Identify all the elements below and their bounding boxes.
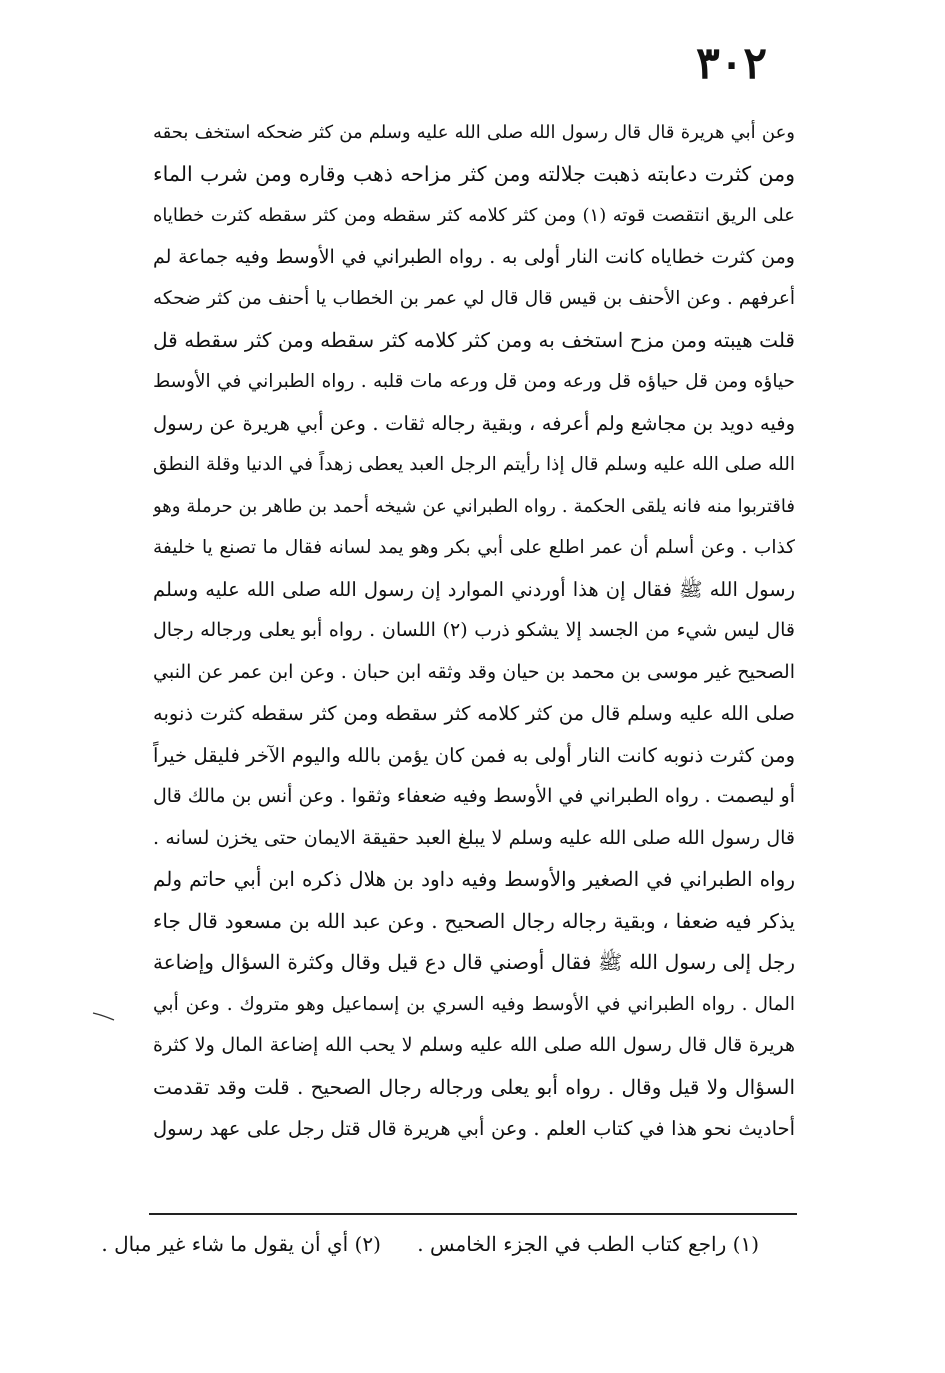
text-line: قلت هيبته ومن مزح استخف به ومن كثر كلامه كثر سقطه ومن كثر سقطه قل (153, 327, 795, 352)
margin-pen-mark (92, 1011, 116, 1021)
page-number: ٣٠٢ (696, 38, 767, 89)
body-text (153, 112, 795, 1150)
text-line: قال رسول الله صلى الله عليه وسلم لا يبلغ العبد حقيقة الايمان حتى يخزن لسانه . (153, 826, 795, 849)
text-line: قال ليس شيء من الجسد إلا يشكو ذرب (٢) اللسان . رواه أبو يعلى ورجاله رجال (153, 619, 795, 641)
text-line: حياؤه ومن قل حياؤه قل ورعه ومن قل ورعه مات قلبه . رواه الطبراني في الأوسط (153, 371, 795, 392)
footnote-divider (149, 1213, 797, 1215)
text-line: أعرفهم . وعن الأحنف بن قيس قال قال لي عمر بن الخطاب يا أحنف من كثر ضحكه (153, 288, 795, 309)
text-line: أحاديث نحو هذا في كتاب العلم . وعن أبي هريرة قال قتل رجل على عهد رسول (153, 1117, 795, 1140)
text-line: كذاب . وعن أسلم أن عمر اطلع على أبي بكر وهو يمد لسانه فقال ما تصنع يا خليفة (153, 537, 795, 558)
text-line: ومن كثرت خطاياه كانت النار أولى به . رواه الطبراني في الأوسط وفيه جماعة لم (153, 245, 795, 268)
text-line: الله صلى الله عليه وسلم قال إذا رأيتم الرجل العبد يعطى زهداً في الدنيا وقلة النطق (153, 454, 795, 475)
footnotes (101, 1226, 759, 1262)
text-line: صلى الله عليه وسلم قال من كثر كلامه كثر سقطه ومن كثر سقطه كثرت ذنوبه (153, 702, 795, 725)
text-line: ومن كثرت ذنوبه كانت النار أولى به فمن كان يؤمن بالله واليوم الآخر فليقل خيراً (153, 743, 795, 767)
text-line: أو ليصمت . رواه الطبراني في الأوسط وفيه ضعفاء وثقوا . وعن أنس بن مالك قال (153, 785, 795, 807)
text-line: رجل إلى رسول الله ﷺ فقال أوصني قال دع قيل وقال وكثرة السؤال وإضاعة (153, 950, 795, 974)
text-line: ومن كثرت دعابته ذهبت جلالته ومن كثر مزاحه ذهب وقاره ومن شرب الماء (153, 161, 795, 186)
text-line: المال . رواه الطبراني في الأوسط وفيه السري بن إسماعيل وهو متروك . وعن أبي (153, 993, 795, 1015)
text-line: رواه الطبراني في الصغير والأوسط وفيه داود بن هلال ذكره ابن أبي حاتم ولم (153, 867, 795, 891)
text-line: فاقتربوا منه فانه يلقى الحكمة . رواه الطبراني عن شيخه أحمد بن طاهر بن حرملة وهو (153, 495, 795, 517)
text-line: هريرة قال قال رسول الله صلى الله عليه وسلم لا يحب الله إضاعة المال ولا كثرة (153, 1034, 795, 1056)
text-line: الصحيح غير موسى بن محمد بن حيان وقد وثقه ابن حبان . وعن ابن عمر عن النبي (153, 660, 795, 683)
text-line: وعن أبي هريرة قال قال رسول الله صلى الله عليه وسلم من كثر ضحكه استخف بحقه (153, 122, 795, 143)
text-line: على الريق انتقصت قوته (١) ومن كثر كلامه كثر سقطه ومن كثر سقطه كثرت خطاياه (153, 205, 795, 226)
footnote-2: (٢) أي أن يقول ما شاء غير مبال . (101, 1232, 381, 1256)
text-line: السؤال ولا قيل وقال . رواه أبو يعلى ورجاله رجال الصحيح . قلت وقد تقدمت (153, 1074, 795, 1099)
text-line: رسول الله ﷺ فقال إن هذا أوردني الموارد إن رسول الله صلى الله عليه وسلم (153, 577, 795, 601)
text-line: وفيه دويد بن مجاشع ولم أعرفه ، وبقية رجاله ثقات . وعن أبي هريرة عن رسول (153, 411, 795, 435)
footnote-1: (١) راجع كتاب الطب في الجزء الخامس . (417, 1232, 759, 1256)
text-line: يذكر فيه ضعفا ، وبقية رجاله رجال الصحيح . وعن عبد الله بن مسعود قال جاء (153, 908, 795, 933)
